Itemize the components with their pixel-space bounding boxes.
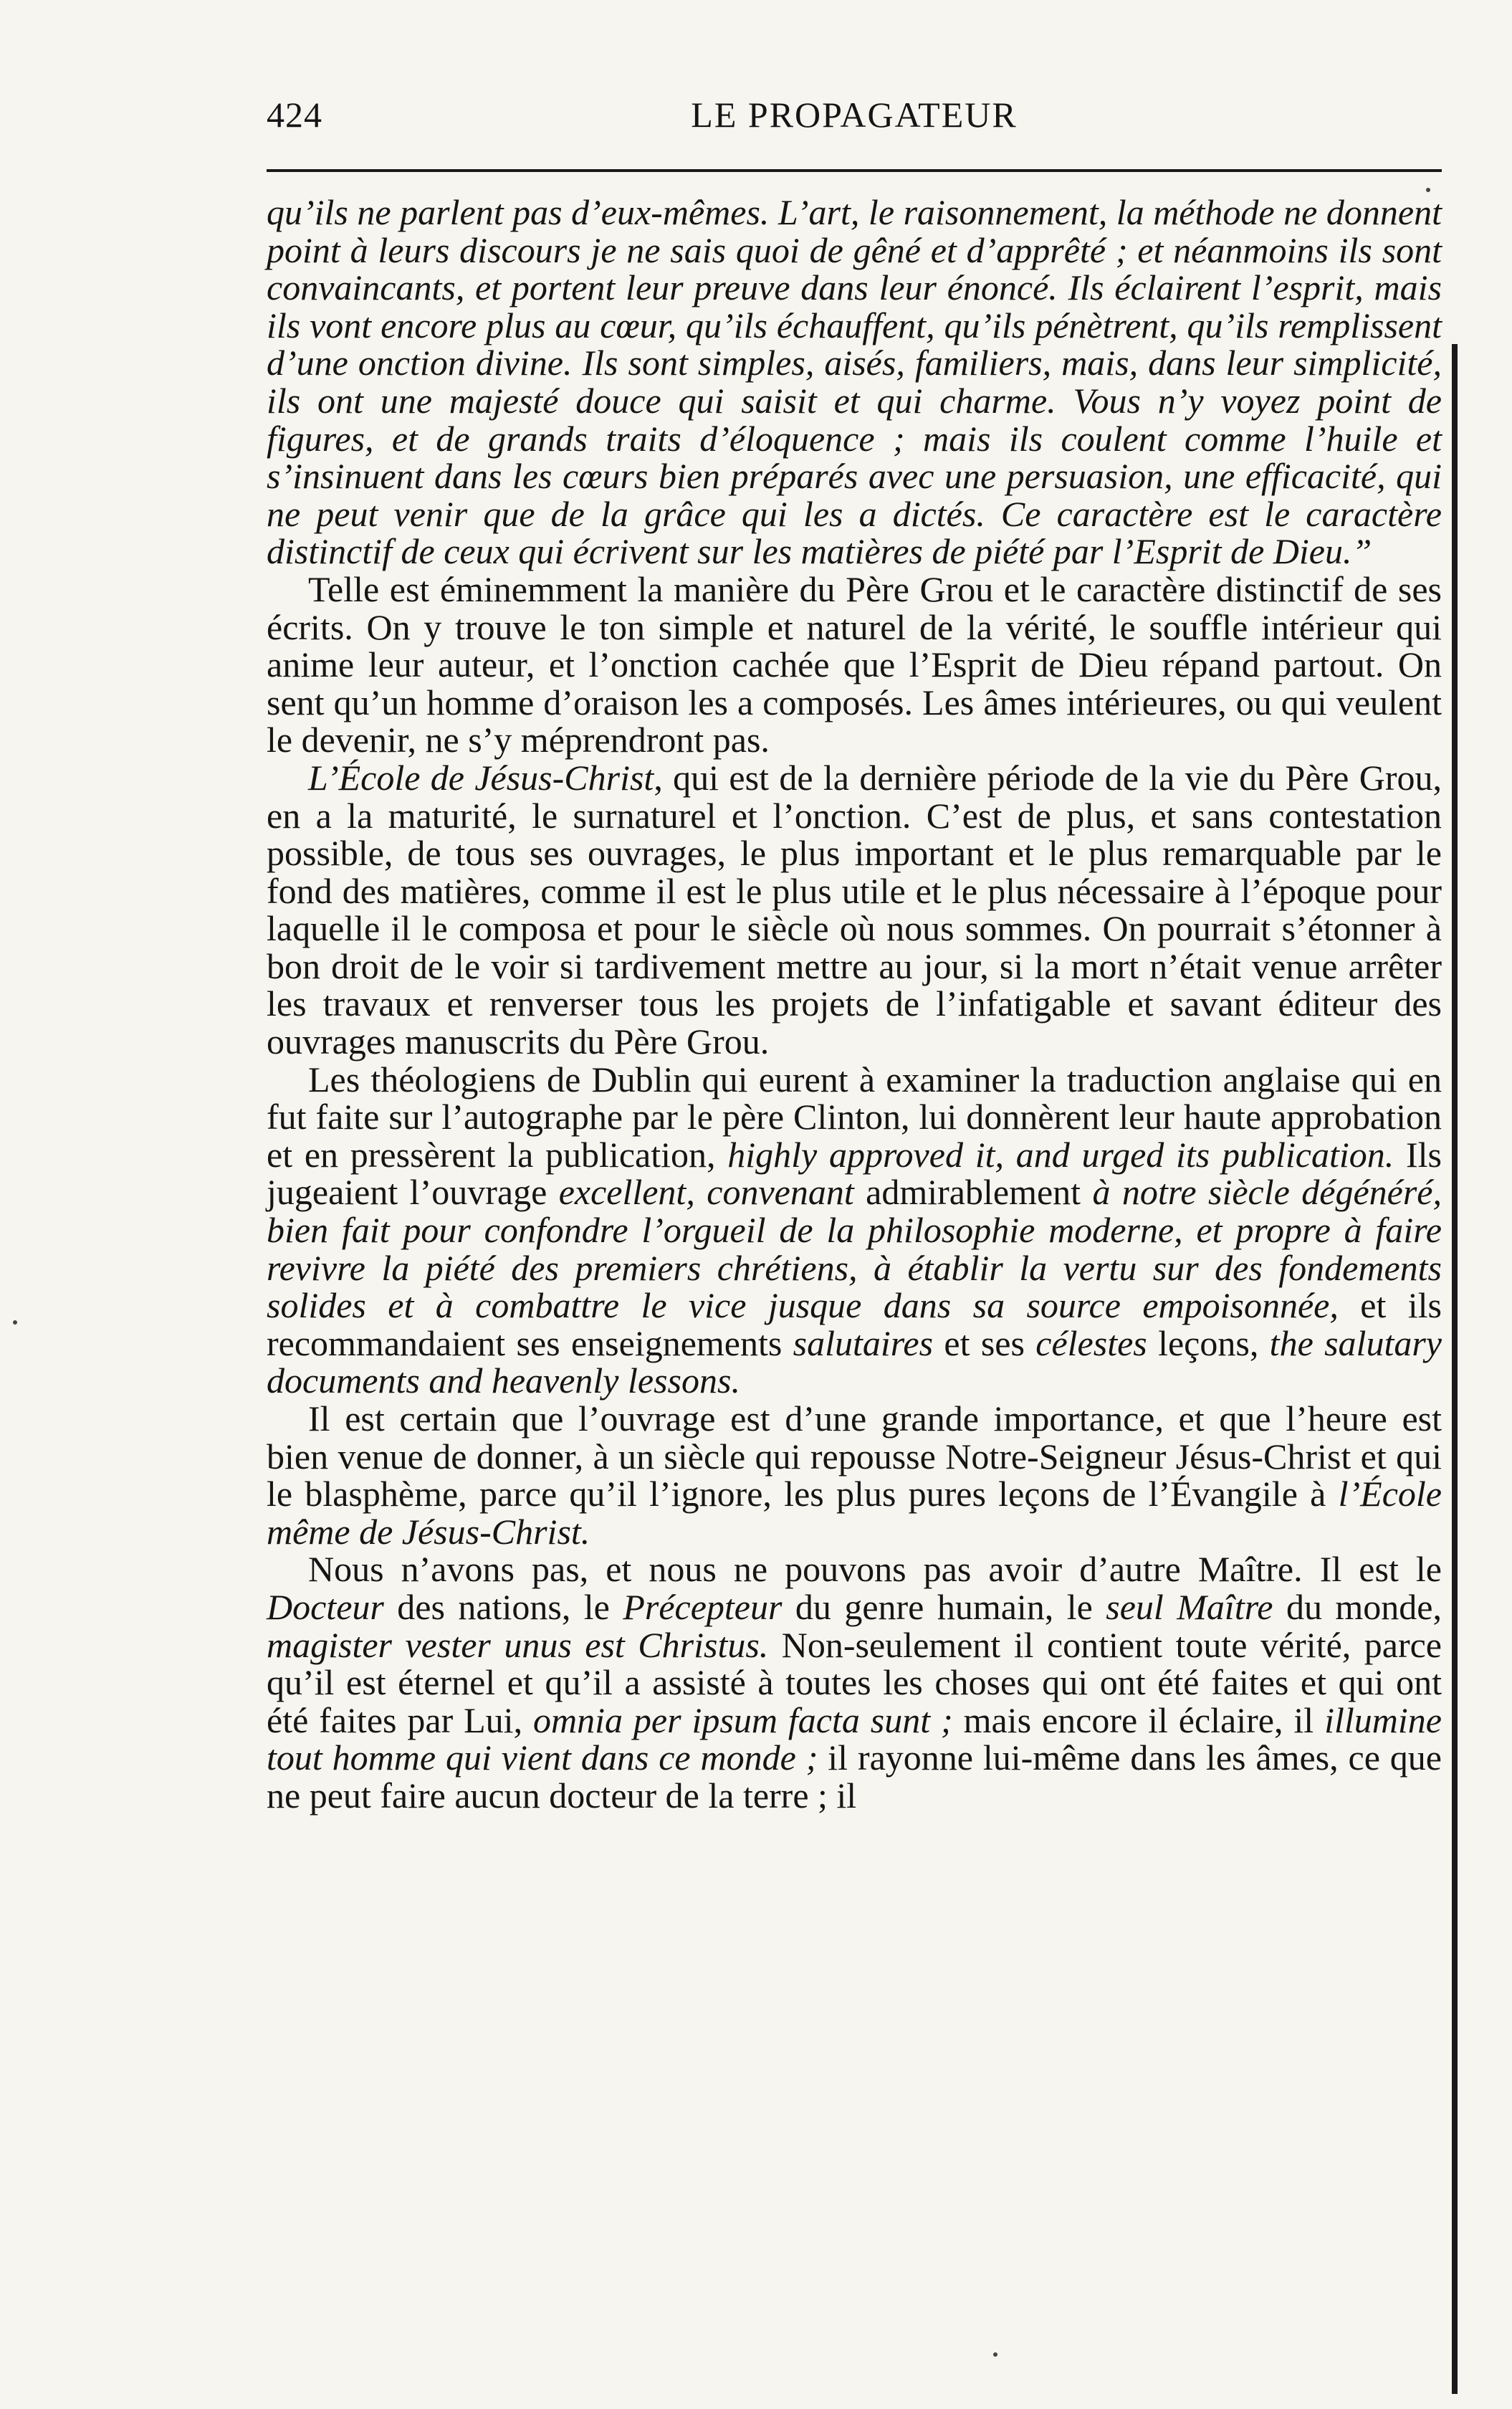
paragraph	[267, 568, 1442, 760]
page-number: 424	[267, 95, 322, 135]
italic-text: Précepteur	[623, 1586, 783, 1627]
text-run: leçons,	[1147, 1322, 1270, 1363]
italic-text: célestes	[1035, 1322, 1147, 1363]
paragraph	[267, 1061, 1442, 1400]
text-run: Nous n’avons pas, et nous ne pouvons pas avoir d’autre Maître. Il est le	[308, 1549, 1442, 1590]
text-run: Telle est éminemment la manière du Père Grou et le caractère distinctif de ses écrits. On y trouve le ton simple et naturel de la vérité, le souffle intérieur qui anime leur auteur, et l’onction cachée que l’Esprit de Dieu répand partout. On sent qu’un homme d’oraison les a composés. Les âmes intérieures, ou qui veulent le devenir, ne s’y méprendront pas.	[267, 568, 1442, 760]
italic-text: L’École de Jésus-Christ	[308, 757, 654, 798]
italic-text: the salutary documents and heavenly lessons.	[267, 1322, 1442, 1401]
italic-text: highly approved it, and urged its publication.	[727, 1134, 1394, 1175]
italic-text: seul Maître	[1106, 1586, 1273, 1627]
text-run: Les théologiens de Dublin qui eurent à examiner la traduction anglaise qui en fut faite sur l’autographe par le père Clinton, lui donnèrent leur haute approbation et en pressèrent la publication,	[267, 1059, 1442, 1175]
speck-mark	[993, 2352, 997, 2357]
text-run: il rayonne lui-même dans les âmes, ce que ne peut faire aucun docteur de la terre ; il	[267, 1737, 1442, 1816]
text-run: Ils jugeaient l’ouvrage	[267, 1134, 1442, 1213]
italic-text: illumine tout homme qui vient dans ce monde ;	[267, 1699, 1442, 1778]
italic-text: à notre siècle dégénéré, bien fait pour confondre l’orgueil de la philosophie moderne, et propre à faire revivre la piété des premiers chrétiens, à établir la vertu sur des fondements solides et à combattre le vice jusque dans sa source empoisonnée,	[267, 1172, 1442, 1326]
text-run: , qui est de la dernière période de la vie du Père Grou, en a la maturité, le surnaturel et l’onction. C’est de plus, et sans contestation possible, de tous ses ouvrages, le plus important et le plus remarquable par le fond des matières, comme il est le plus utile et le plus nécessaire à l’époque pour laquelle il le composa et pour le siècle où nous sommes. On pourrait s’étonner à bon droit de le voir si tardivement mettre au jour, si la mort n’était venue arrêter les travaux et renverser tous les projets de l’infatigable et savant éditeur des ouvrages manuscrits du Père Grou.	[267, 757, 1442, 1062]
paragraph	[267, 194, 1442, 571]
text-run: du genre humain, le	[782, 1586, 1106, 1627]
italic-text: excellent, convenant	[558, 1172, 854, 1213]
page-edge-shadow	[1452, 344, 1458, 2394]
header-rule	[267, 169, 1442, 172]
page-header	[267, 87, 1442, 145]
text-run: et ses	[933, 1322, 1036, 1363]
text-run: des nations, le	[383, 1586, 623, 1627]
running-title: LE PROPAGATEUR	[691, 95, 1018, 135]
italic-text: salutaires	[793, 1322, 934, 1363]
text-run: Non-seulement il contient toute vérité, parce qu’il est éternel et qu’il a assisté à toutes les choses qui ont été faites et qui ont été faites par Lui,	[267, 1624, 1442, 1740]
text-run: Il est certain que l’ouvrage est d’une grande importance, et que l’heure est bien venue de donner, à un siècle qui repousse Notre-Seigneur Jésus-Christ et qui le blasphème, parce qu’il l’ignore, les plus pures leçons de l’Évangile à	[267, 1398, 1442, 1514]
text-run: du monde,	[1273, 1586, 1442, 1627]
paragraph	[267, 1550, 1442, 1814]
italic-text: Docteur	[267, 1586, 384, 1627]
italic-text: omnia per ipsum facta sunt ;	[533, 1699, 953, 1740]
speck-mark	[13, 1320, 17, 1325]
italic-text: magister vester unus est Christus.	[267, 1624, 769, 1665]
paragraph	[267, 759, 1442, 1061]
text-run: admirablement	[853, 1172, 1093, 1213]
italic-text: l’École même de Jésus-Christ.	[267, 1474, 1442, 1552]
speck-mark	[1426, 188, 1430, 192]
body-text	[267, 194, 1442, 1815]
text-run: et ils recommandaient ses enseignements	[267, 1285, 1442, 1363]
paragraph	[267, 1400, 1442, 1550]
italic-text: qu’ils ne parlent pas d’eux-mêmes. L’art, le raisonnement, la méthode ne donnent point à leurs discours je ne sais quoi de gêné et d’apprêté ; et néanmoins ils sont convaincants, et portent leur preuve dans leur énoncé. Ils éclairent l’esprit, mais ils vont encore plus au cœur, qu’ils échauffent, qu’ils pénètrent, qu’ils remplissent d’une onction divine. Ils sont simples, aisés, familiers, mais, dans leur simplicité, ils ont une majesté douce qui saisit et qui charme. Vous n’y voyez point de figures, et de grands traits d’éloquence ; mais ils coulent comme l’huile et s’insinuent dans les cœurs bien préparés avec une persuasion, une efficacité, qui ne peut venir que de la grâce qui les a dictés. Ce caractère est le caractère distinctif de ceux qui écrivent sur les matières de piété par l’Esprit de Dieu.”	[267, 192, 1442, 572]
text-run: mais encore il éclaire, il	[952, 1699, 1325, 1740]
